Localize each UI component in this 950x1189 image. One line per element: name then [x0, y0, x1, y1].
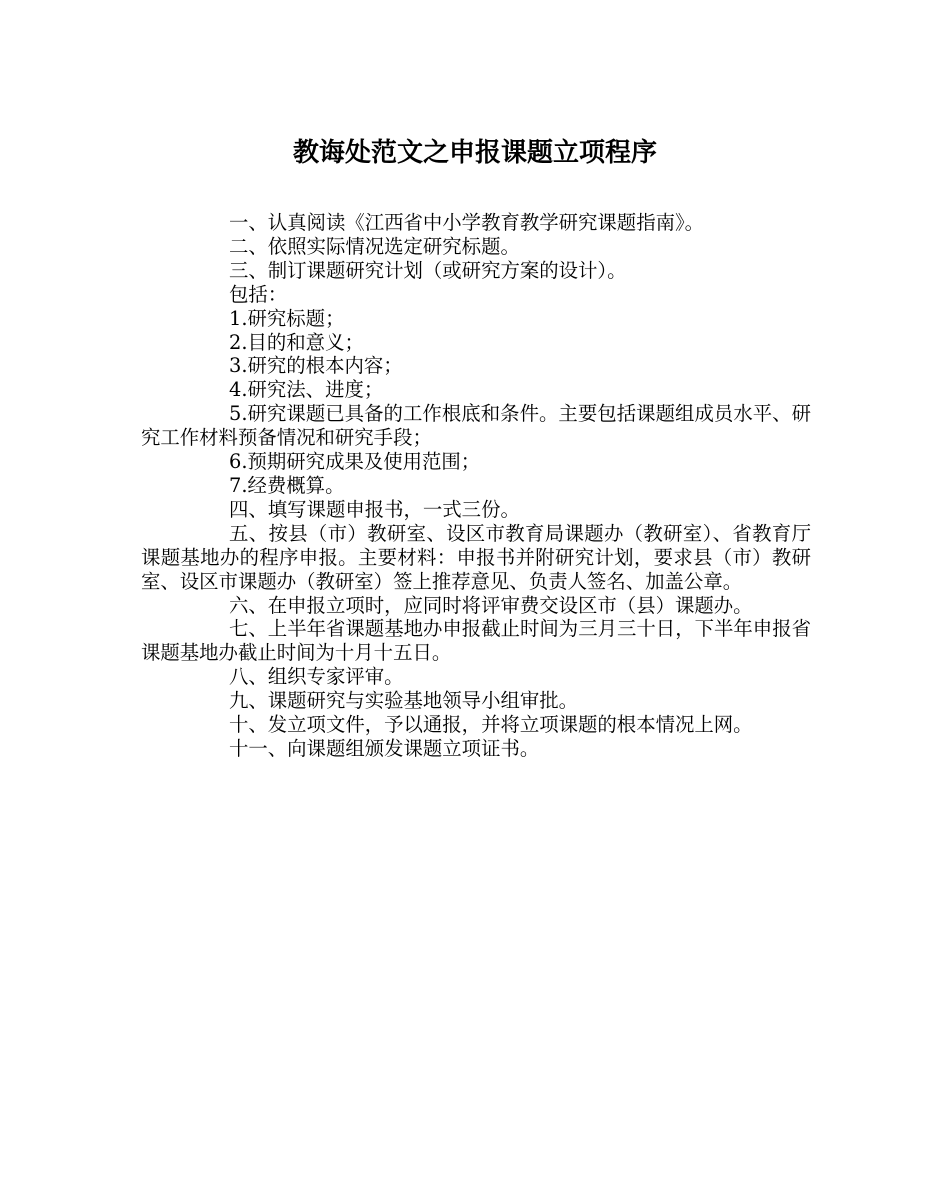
paragraph-step-11: 十一、向课题组颁发课题立项证书。	[229, 736, 540, 760]
paragraph-step-3: 三、制订课题研究计划（或研究方案的设计）。	[229, 258, 627, 282]
paragraph-step-6: 六、在申报立项时，应同时将评审费交设区市（县）课题办。	[229, 593, 753, 617]
paragraph-includes: 包括：	[229, 282, 288, 306]
list-item-6: 6.预期研究成果及使用范围；	[229, 450, 481, 474]
list-item-3: 3.研究的根本内容；	[229, 354, 403, 378]
list-item-2: 2.目的和意义；	[229, 330, 364, 354]
list-item-4: 4.研究法、进度；	[229, 378, 384, 402]
document-title: 教诲处范文之申报课题立项程序	[292, 138, 657, 168]
list-item-1: 1.研究标题；	[229, 306, 345, 330]
paragraph-step-10: 十、发立项文件，予以通报，并将立项课题的根本情况上网。	[229, 713, 753, 737]
paragraph-step-2: 二、依照实际情况选定研究标题。	[229, 234, 520, 258]
paragraph-step-4: 四、填写课题申报书，一式三份。	[229, 497, 520, 521]
paragraph-step-7: 七、上半年省课题基地办申报截止时间为三月三十日，下半年申报省课题基地办截止时间为十月十五日。	[141, 617, 811, 665]
list-item-7: 7.经费概算。	[229, 473, 345, 497]
paragraph-step-8: 八、组织专家评审。	[229, 665, 404, 689]
paragraph-step-5: 五、按县（市）教研室、设区市教育局课题办（教研室）、省教育厅课题基地办的程序申报。主要材料：申报书并附研究计划，要求县（市）教研室、设区市课题办（教研室）签上推荐意见、负责人签名、加盖公章。	[141, 521, 811, 593]
paragraph-step-9: 九、课题研究与实验基地领导小组审批。	[229, 689, 579, 713]
paragraph-step-1: 一、认真阅读《江西省中小学教育教学研究课题指南》。	[229, 211, 705, 234]
list-item-5: 5.研究课题已具备的工作根底和条件。主要包括课题组成员水平、研究工作材料预备情况和研究手段；	[141, 402, 811, 450]
document-body	[141, 211, 811, 761]
